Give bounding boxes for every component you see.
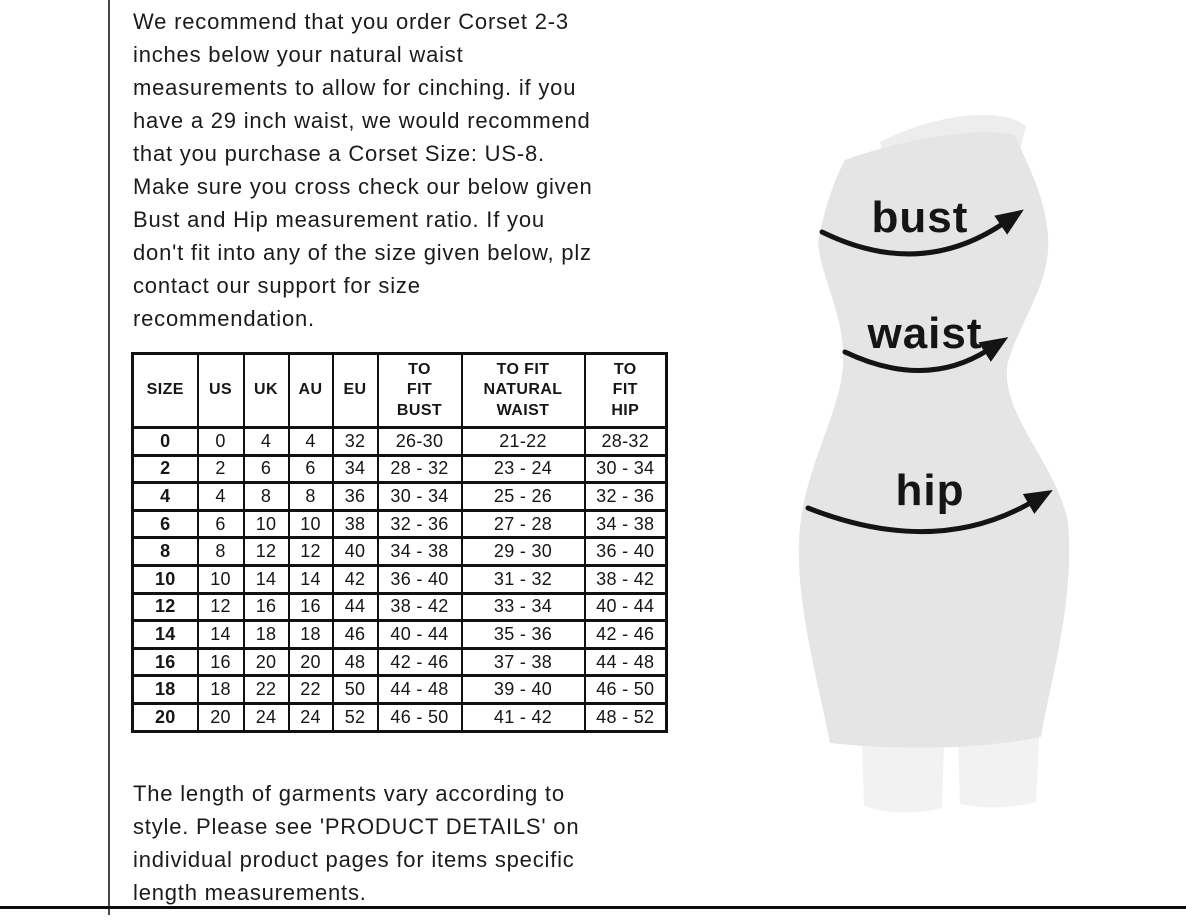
size-table-cell: 14 bbox=[198, 621, 244, 649]
size-table-cell: 32 - 36 bbox=[585, 483, 667, 511]
size-table-cell: 48 bbox=[333, 648, 378, 676]
size-table-row bbox=[133, 565, 667, 593]
size-table-cell: 41 - 42 bbox=[462, 703, 585, 731]
size-table-cell: 34 - 38 bbox=[378, 538, 462, 566]
size-table-cell: 6 bbox=[289, 455, 333, 483]
size-table-cell: 24 bbox=[289, 703, 333, 731]
size-table-cell: 10 bbox=[244, 510, 289, 538]
size-table-cell: 12 bbox=[133, 593, 198, 621]
size-table-cell: 44 bbox=[333, 593, 378, 621]
size-table-cell: 20 bbox=[244, 648, 289, 676]
size-table-cell: 10 bbox=[133, 565, 198, 593]
size-table-cell: 30 - 34 bbox=[378, 483, 462, 511]
size-table-cell: 33 - 34 bbox=[462, 593, 585, 621]
size-table-header-cell: AU bbox=[289, 354, 333, 428]
size-table-cell: 27 - 28 bbox=[462, 510, 585, 538]
bust-label: bust bbox=[871, 193, 969, 242]
size-table-header-cell: EU bbox=[333, 354, 378, 428]
size-table-cell: 38 bbox=[333, 510, 378, 538]
waist-label: waist bbox=[867, 309, 983, 358]
size-table-cell: 24 bbox=[244, 703, 289, 731]
size-table-cell: 42 bbox=[333, 565, 378, 593]
size-table-head-row bbox=[133, 354, 667, 428]
size-table-row bbox=[133, 455, 667, 483]
size-table-cell: 10 bbox=[289, 510, 333, 538]
size-table-cell: 42 - 46 bbox=[378, 648, 462, 676]
size-table-header-cell: UK bbox=[244, 354, 289, 428]
size-table-head bbox=[133, 354, 667, 428]
size-table-cell: 21-22 bbox=[462, 428, 585, 456]
footer-paragraph: The length of garments vary according to style. Please see 'PRODUCT DETAILS' on individual product pages for items specific length measurements. bbox=[133, 781, 580, 905]
size-table-cell: 44 - 48 bbox=[585, 648, 667, 676]
size-table-cell: 32 - 36 bbox=[378, 510, 462, 538]
size-table-header-cell: TO FIT BUST bbox=[378, 354, 462, 428]
size-table-row bbox=[133, 538, 667, 566]
size-table-cell: 8 bbox=[133, 538, 198, 566]
size-table-cell: 52 bbox=[333, 703, 378, 731]
size-table-cell: 2 bbox=[198, 455, 244, 483]
size-table-cell: 22 bbox=[244, 676, 289, 704]
size-table-cell: 14 bbox=[133, 621, 198, 649]
size-table-cell: 50 bbox=[333, 676, 378, 704]
size-table-cell: 37 - 38 bbox=[462, 648, 585, 676]
size-table-cell: 12 bbox=[244, 538, 289, 566]
size-table-cell: 26-30 bbox=[378, 428, 462, 456]
size-table-row bbox=[133, 593, 667, 621]
size-table-cell: 35 - 36 bbox=[462, 621, 585, 649]
size-table-cell: 28-32 bbox=[585, 428, 667, 456]
size-table-cell: 18 bbox=[289, 621, 333, 649]
size-table-cell: 32 bbox=[333, 428, 378, 456]
size-table-cell: 38 - 42 bbox=[378, 593, 462, 621]
size-table-header-cell: TO FIT NATURAL WAIST bbox=[462, 354, 585, 428]
hip-label: hip bbox=[895, 466, 965, 515]
size-table-cell: 6 bbox=[133, 510, 198, 538]
size-table-row bbox=[133, 621, 667, 649]
size-table-row bbox=[133, 703, 667, 731]
size-table-cell: 4 bbox=[198, 483, 244, 511]
size-table bbox=[131, 352, 668, 733]
size-table-cell: 18 bbox=[198, 676, 244, 704]
size-table-cell: 36 bbox=[333, 483, 378, 511]
size-table-cell: 6 bbox=[244, 455, 289, 483]
size-table-cell: 28 - 32 bbox=[378, 455, 462, 483]
size-table-cell: 46 bbox=[333, 621, 378, 649]
size-table-cell: 44 - 48 bbox=[378, 676, 462, 704]
size-table-cell: 4 bbox=[289, 428, 333, 456]
size-table-cell: 20 bbox=[133, 703, 198, 731]
size-table-cell: 25 - 26 bbox=[462, 483, 585, 511]
size-table-body bbox=[133, 428, 667, 732]
size-table-cell: 23 - 24 bbox=[462, 455, 585, 483]
size-table-header-cell: TO FIT HIP bbox=[585, 354, 667, 428]
size-table-cell: 20 bbox=[198, 703, 244, 731]
size-table-cell: 10 bbox=[198, 565, 244, 593]
size-table-cell: 18 bbox=[133, 676, 198, 704]
bottom-page-rule bbox=[0, 906, 1186, 909]
size-table-cell: 40 - 44 bbox=[585, 593, 667, 621]
body-figure-svg bbox=[760, 80, 1186, 915]
size-table-cell: 2 bbox=[133, 455, 198, 483]
size-table-cell: 8 bbox=[244, 483, 289, 511]
size-table-cell: 40 - 44 bbox=[378, 621, 462, 649]
size-table-cell: 34 bbox=[333, 455, 378, 483]
size-table-cell: 46 - 50 bbox=[378, 703, 462, 731]
size-table-cell: 40 bbox=[333, 538, 378, 566]
size-table-cell: 36 - 40 bbox=[585, 538, 667, 566]
size-table-cell: 22 bbox=[289, 676, 333, 704]
size-table-cell: 14 bbox=[289, 565, 333, 593]
size-table-cell: 16 bbox=[289, 593, 333, 621]
size-table-row bbox=[133, 676, 667, 704]
left-page-rule bbox=[108, 0, 110, 915]
size-table-cell: 38 - 42 bbox=[585, 565, 667, 593]
size-table-cell: 36 - 40 bbox=[378, 565, 462, 593]
size-table-cell: 31 - 32 bbox=[462, 565, 585, 593]
size-table-cell: 39 - 40 bbox=[462, 676, 585, 704]
size-table-row bbox=[133, 510, 667, 538]
size-table-header-cell: SIZE bbox=[133, 354, 198, 428]
size-table-cell: 29 - 30 bbox=[462, 538, 585, 566]
size-table-header-cell: US bbox=[198, 354, 244, 428]
size-table-cell: 18 bbox=[244, 621, 289, 649]
size-table-cell: 30 - 34 bbox=[585, 455, 667, 483]
size-table-cell: 4 bbox=[244, 428, 289, 456]
size-table-row bbox=[133, 483, 667, 511]
size-table-row bbox=[133, 428, 667, 456]
size-table-cell: 16 bbox=[244, 593, 289, 621]
size-table-cell: 8 bbox=[289, 483, 333, 511]
size-table-cell: 0 bbox=[198, 428, 244, 456]
size-table-cell: 20 bbox=[289, 648, 333, 676]
size-table-cell: 6 bbox=[198, 510, 244, 538]
size-table-cell: 16 bbox=[198, 648, 244, 676]
size-table-cell: 14 bbox=[244, 565, 289, 593]
size-table-cell: 4 bbox=[133, 483, 198, 511]
size-table-cell: 12 bbox=[289, 538, 333, 566]
size-table-cell: 42 - 46 bbox=[585, 621, 667, 649]
size-table-cell: 8 bbox=[198, 538, 244, 566]
size-table-cell: 0 bbox=[133, 428, 198, 456]
size-table-cell: 12 bbox=[198, 593, 244, 621]
size-table-cell: 48 - 52 bbox=[585, 703, 667, 731]
intro-paragraph: We recommend that you order Corset 2-3 inches below your natural waist measurements to allow for cinching. if you have a 29 inch waist, we would recommend that you purchase a Corset Size: US-8. Make sure you cross check our below given Bust and Hip measurement ratio. If you don't fit into any of the size given below, plz contact our support for size recommendation. bbox=[133, 9, 593, 331]
size-table-row bbox=[133, 648, 667, 676]
size-table-cell: 16 bbox=[133, 648, 198, 676]
size-table-cell: 34 - 38 bbox=[585, 510, 667, 538]
size-table-cell: 46 - 50 bbox=[585, 676, 667, 704]
body-measurement-figure bbox=[760, 80, 1186, 915]
